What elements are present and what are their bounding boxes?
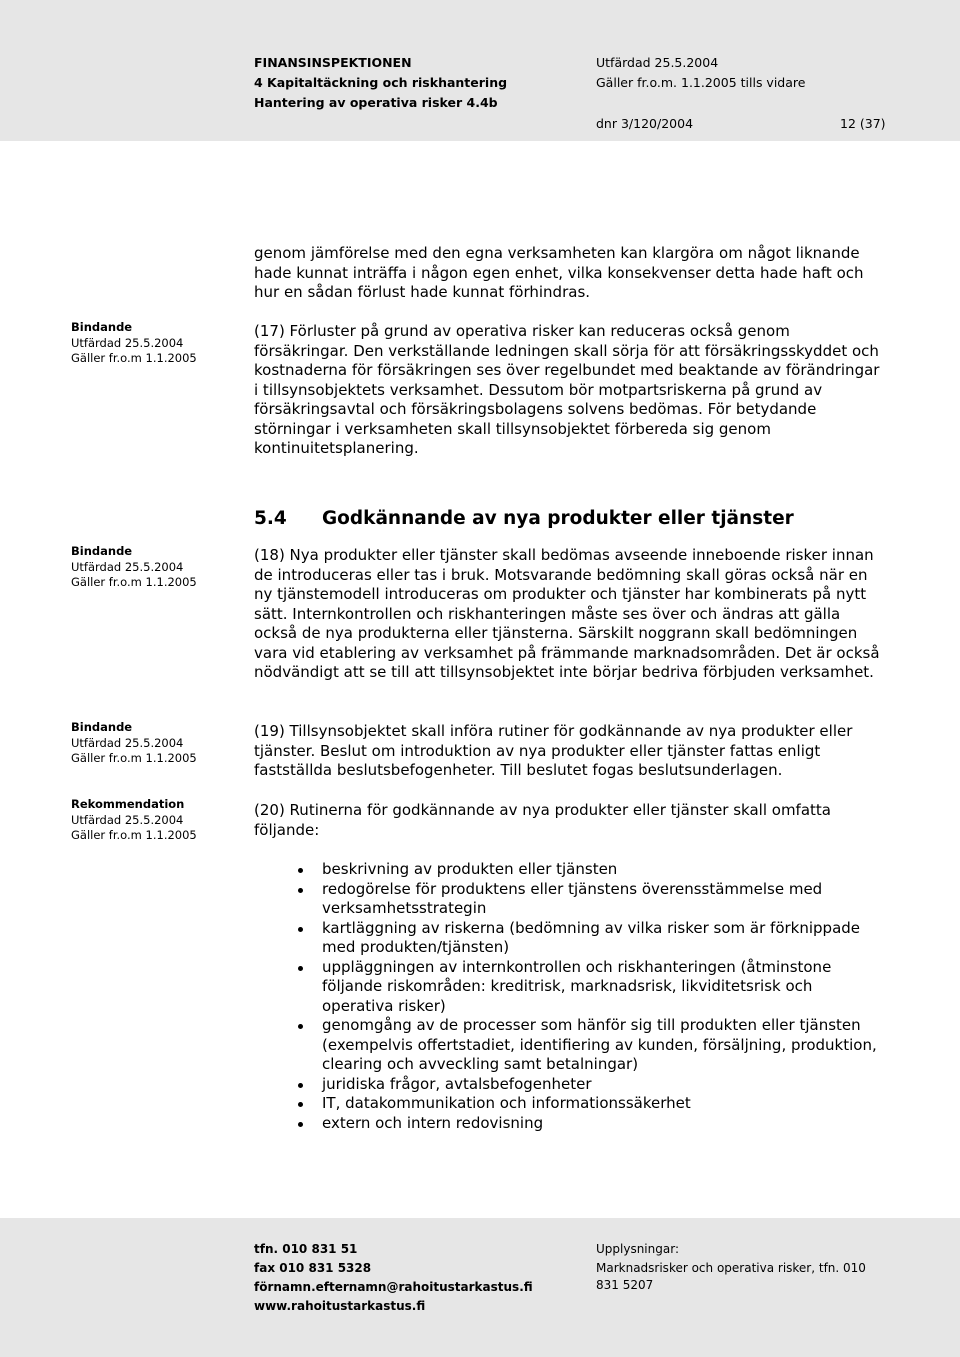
- footer-info-text: Marknadsrisker och operativa risker, tfn. 010 831 5207: [596, 1261, 866, 1292]
- valid-date: Gäller fr.o.m. 1.1.2005 tills vidare: [596, 75, 806, 90]
- list-item-text: beskrivning av produkten eller tjänsten: [322, 860, 618, 878]
- list-item: [298, 958, 884, 1017]
- intro-paragraph: genom jämförelse med den egna verksamheten kan klargöra om något liknande hade kunnat inträffa i någon egen enhet, vilka konsekvenser detta hade haft och hur en sådan förlust hade kunnat förhindras.: [254, 244, 864, 301]
- bullet-icon: [298, 966, 303, 971]
- bullet-icon: [298, 927, 303, 932]
- chapter-title: 4 Kapitaltäckning och riskhantering: [254, 75, 508, 90]
- margin-note: [71, 797, 197, 844]
- section-heading-title: Godkännande av nya produkter eller tjänster: [322, 508, 794, 529]
- margin-note: [71, 544, 197, 591]
- bullet-icon: [298, 1122, 303, 1127]
- footer-info-label: Upplysningar:: [596, 1242, 679, 1256]
- document-number: dnr 3/120/2004: [596, 116, 694, 131]
- footer-email[interactable]: förnamn.efternamn@rahoitustarkastus.fi: [254, 1280, 533, 1294]
- list-item-text: juridiska frågor, avtalsbefogenheter: [322, 1074, 592, 1093]
- list-item-text: uppläggningen av internkontrollen och riskhanteringen (åtminstone följande riskområden: kreditrisk, marknadsrisk, likviditetsrisk och operativa risker): [322, 957, 832, 1015]
- list-item-text: genomgång av de processer som hänför sig till produkten eller tjänsten (exempelvis offertstadiet, identifiering av kunden, försäljning, produktion, clearing och avveckling samt betalningar): [322, 1016, 877, 1073]
- footer-website[interactable]: www.rahoitustarkastus.fi: [254, 1299, 426, 1313]
- paragraph-19: (19) Tillsynsobjektet skall införa rutiner för godkännande av nya produkter eller tjänster. Beslut om introduktion av nya produkter eller tjänster fattas enligt fastställda beslutsbefogenheter. Till beslutet fogas beslutsunderlagen.: [254, 722, 853, 779]
- bullet-icon: [298, 1024, 303, 1029]
- list-item-text: extern och intern redovisning: [322, 1113, 544, 1132]
- paragraph-17: (17) Förluster på grund av operativa risker kan reduceras också genom försäkringar. Den verkställande ledningen skall sörja för att försäkringsskyddet och kostnaderna för försäkringen ses över regelbundet med beaktande av förändringar i tillsynsobjektets verksamhet. Dessutom bör motpartsriskerna på grund av försäkringsavtal och försäkringsbolagens solvens bedömas. För betydande störningar i verksamheten skall tillsynsobjektet förbereda sig genom kontinuitetsplanering.: [254, 322, 880, 457]
- list-item: [298, 1075, 884, 1095]
- section-number: 5.4: [254, 508, 287, 529]
- margin-note-issued: Utfärdad 25.5.2004: [71, 335, 184, 350]
- page-number: 12 (37): [840, 116, 886, 131]
- requirements-list: [298, 860, 884, 1133]
- margin-note: [71, 320, 197, 367]
- section-heading: [254, 508, 794, 529]
- margin-note-valid: Gäller fr.o.m 1.1.2005: [71, 351, 197, 365]
- page-header: [0, 0, 960, 141]
- bullet-icon: [298, 868, 303, 873]
- org-name: FINANSINSPEKTIONEN: [254, 55, 412, 70]
- list-item-text: redogörelse för produktens eller tjänstens överensstämmelse med verksamhetsstrategin: [322, 879, 823, 917]
- margin-note-valid: Gäller fr.o.m 1.1.2005: [71, 751, 197, 765]
- section-title: Hantering av operativa risker 4.4b: [254, 95, 498, 110]
- margin-note-kind: Bindande: [71, 320, 133, 334]
- list-item: [298, 919, 884, 958]
- paragraph-18: (18) Nya produkter eller tjänster skall bedömas avseende inneboende risker innan de introduceras eller tas i bruk. Motsvarande bedömning skall göras också när en ny tjänstemodell introduceras om produkter och tjänster har kombinerats på nytt sätt. Internkontrollen och riskhanteringen måste ses över och ändras att gälla också de nya produkterna eller tjänsterna. Särskilt noggrann skall bedömningen vara vid etablering av verksamhet på främmande marknadsområden. Det är också nödvändigt att se till att tillsynsobjektet inte börjar bedriva förbjuden verksamhet.: [254, 546, 880, 681]
- margin-note-kind: Bindande: [71, 544, 133, 558]
- margin-note-kind: Bindande: [71, 720, 133, 734]
- issued-date: Utfärdad 25.5.2004: [596, 55, 719, 70]
- page-footer: [0, 1218, 960, 1357]
- list-item-text: kartläggning av riskerna (bedömning av vilka risker som är förknippade med produkten/tjänsten): [322, 918, 861, 956]
- bullet-icon: [298, 1102, 303, 1107]
- margin-note-valid: Gäller fr.o.m 1.1.2005: [71, 828, 197, 842]
- list-item-text: IT, datakommunikation och informationssäkerhet: [322, 1094, 691, 1112]
- margin-note-kind: Rekommendation: [71, 797, 185, 811]
- margin-note-issued: Utfärdad 25.5.2004: [71, 735, 184, 750]
- margin-note-issued: Utfärdad 25.5.2004: [71, 812, 184, 827]
- list-item: [298, 1094, 884, 1114]
- list-item: [298, 860, 884, 880]
- margin-note-valid: Gäller fr.o.m 1.1.2005: [71, 575, 197, 589]
- paragraph-20: (20) Rutinerna för godkännande av nya produkter eller tjänster skall omfatta följande:: [254, 801, 831, 839]
- footer-fax: fax 010 831 5328: [254, 1261, 372, 1275]
- margin-note-issued: Utfärdad 25.5.2004: [71, 559, 184, 574]
- bullet-icon: [298, 888, 303, 893]
- list-item: [298, 1114, 884, 1134]
- bullet-icon: [298, 1083, 303, 1088]
- list-item: [298, 1016, 884, 1075]
- margin-note: [71, 720, 197, 767]
- list-item: [298, 880, 884, 919]
- footer-phone: tfn. 010 831 51: [254, 1242, 358, 1256]
